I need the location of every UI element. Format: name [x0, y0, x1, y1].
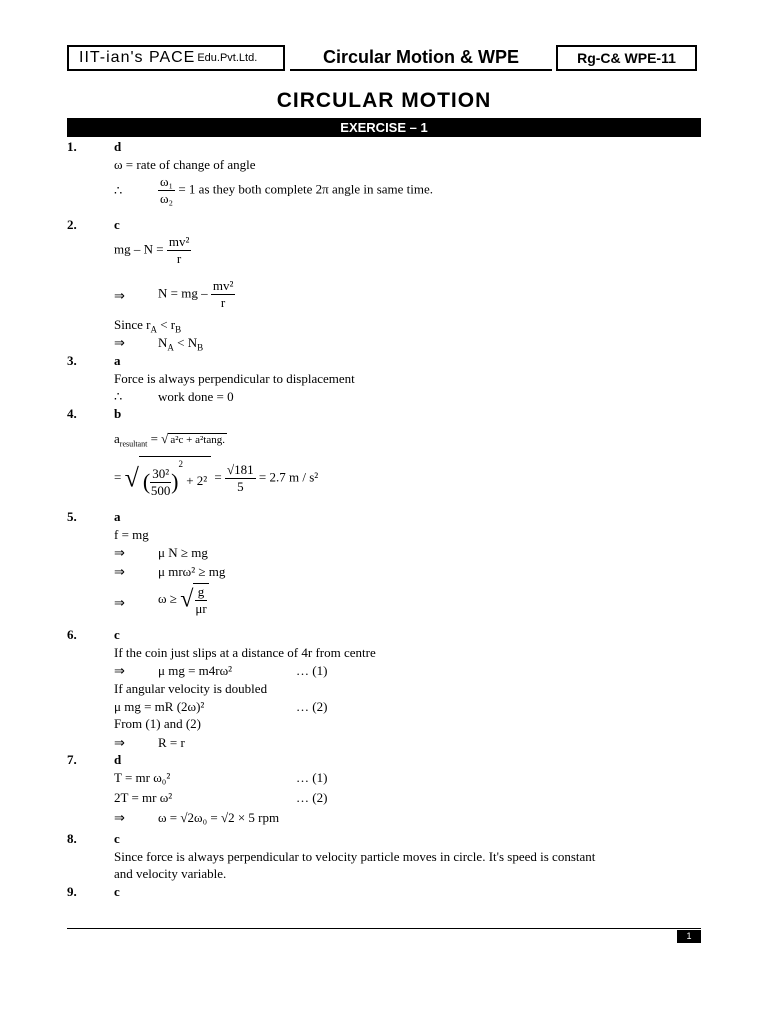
- q5-omega: ω ≥: [158, 590, 177, 606]
- q2-eq2-num: mv²: [212, 278, 234, 293]
- q3-line2: work done = 0: [158, 389, 234, 404]
- q5-line1: f = mg: [114, 527, 149, 542]
- q7-line1: T = mr ω₀²: [114, 770, 171, 785]
- q6-line1: If the coin just slips at a distance of 4r from centre: [114, 645, 376, 660]
- q4-a: a: [114, 431, 120, 446]
- sqrt-icon: √: [161, 431, 169, 446]
- q4-eq1: [114, 431, 227, 449]
- q5-line2: μ N ≥ mg: [158, 545, 208, 560]
- q5-answer: a: [114, 509, 121, 524]
- q7-line2: 2T = mr ω²: [114, 790, 173, 805]
- footer-rule: [67, 928, 701, 929]
- q5-number: 5.: [67, 509, 77, 524]
- q7-number: 7.: [67, 752, 77, 767]
- q7-answer: d: [114, 752, 122, 767]
- q2-number: 2.: [67, 217, 77, 232]
- q4-eq2: [114, 456, 318, 501]
- q6-line6: R = r: [158, 735, 185, 750]
- q4-frac2-bottom: 5: [237, 478, 244, 494]
- q6-number: 6.: [67, 627, 77, 642]
- q6-arrow2: ⇒: [114, 735, 125, 750]
- q2-answer: c: [114, 217, 120, 232]
- header-code: Rg-C& WPE-11: [556, 45, 697, 71]
- q6-eqnum2: … (2): [296, 699, 328, 714]
- q6-line2: μ mg = m4rω²: [158, 663, 233, 678]
- q5-arrow3: ⇒: [114, 595, 125, 610]
- sqrt-icon: √: [180, 586, 194, 613]
- q7-line3: ω = √2ω₀ = √2 × 5 rpm: [158, 810, 280, 825]
- right-paren-icon: ): [171, 469, 179, 495]
- q5-arrow2: ⇒: [114, 564, 125, 579]
- header-brand-small: Edu.Pvt.Ltd.: [197, 52, 258, 64]
- q8-answer: c: [114, 831, 120, 846]
- q8-number: 8.: [67, 831, 77, 846]
- q2-eq2: [158, 278, 235, 311]
- q1-therefore: ∴: [114, 183, 123, 198]
- q5-line3: μ mrω² ≥ mg: [158, 564, 226, 579]
- q3-therefore: ∴: [114, 389, 123, 404]
- q3-answer: a: [114, 353, 121, 368]
- q6-line3: If angular velocity is doubled: [114, 681, 268, 696]
- q2-eq2-lhs: N = mg –: [158, 285, 208, 301]
- q4-plus: + 2²: [186, 473, 208, 488]
- q7-eqnum2: … (2): [296, 790, 328, 805]
- q4-a-sub: resultant: [119, 439, 148, 449]
- q4-eq: =: [150, 431, 158, 446]
- q6-answer: c: [114, 627, 120, 642]
- q6-line5: From (1) and (2): [114, 716, 202, 731]
- q4-radicand: a²c + a²tang.: [170, 434, 225, 446]
- q1-line2: = 1 as they both complete 2π angle in same time.: [178, 181, 434, 197]
- page-title: CIRCULAR MOTION: [276, 89, 492, 112]
- q1-answer: d: [114, 139, 122, 154]
- q5-line4: [158, 583, 209, 617]
- q2-arrow2: ⇒: [114, 335, 125, 350]
- q4-radicand2: ( $\frac{\text{30²}}{500}$ )$^2$ + 2²: [139, 456, 211, 501]
- q4-frac2-top: √181: [227, 461, 254, 477]
- q2-eq1-den: r: [176, 251, 182, 266]
- q2-result: $N_A < N_B$: [158, 335, 204, 353]
- q2-eq1-lhs: mg – N =: [114, 241, 164, 257]
- q1-frac-bottom: ω₂: [160, 191, 174, 206]
- q2-eq1-num: mv²: [168, 234, 190, 249]
- q4-frac-bottom: 500: [150, 482, 171, 498]
- q3-line1: Force is always perpendicular to displacement: [114, 371, 355, 386]
- page-number: 1: [677, 930, 701, 943]
- header-subject: Circular Motion & WPE: [290, 45, 552, 71]
- q4-result: = 2.7 m / s²: [258, 469, 319, 485]
- q6-line4: μ mg = mR (2ω)²: [114, 699, 205, 714]
- q4-number: 4.: [67, 406, 77, 421]
- q4-frac-top: 30²: [152, 465, 170, 481]
- left-paren-icon: (: [142, 469, 151, 495]
- q7-arrow1: ⇒: [114, 810, 125, 825]
- q1-frac-top: ω₁: [160, 174, 174, 189]
- exercise-band: EXERCISE – 1: [67, 118, 701, 137]
- q2-since: Since $r_A < r_B$: [114, 317, 182, 335]
- q8-line2: and velocity variable.: [114, 866, 227, 881]
- q6-eqnum1: … (1): [296, 663, 328, 678]
- q2-eq2-den: r: [220, 295, 226, 310]
- q1-number: 1.: [67, 139, 77, 154]
- q5-frac-top: g: [195, 584, 206, 601]
- q8-line1: Since force is always perpendicular to velocity particle moves in circle. It's speed is constant: [114, 849, 596, 864]
- q5-arrow1: ⇒: [114, 545, 125, 560]
- header-brand: IIT-ian's PACE Edu.Pvt.Ltd.: [67, 45, 285, 71]
- q1-ratio: [158, 174, 433, 207]
- q9-number: 9.: [67, 884, 77, 899]
- q6-arrow1: ⇒: [114, 663, 125, 678]
- sqrt-icon: √: [124, 463, 139, 493]
- q1-line1: ω = rate of change of angle: [114, 157, 256, 172]
- q2-eq1: [114, 234, 191, 267]
- q9-answer: c: [114, 884, 120, 899]
- q4-eq3: =: [214, 469, 222, 485]
- q3-number: 3.: [67, 353, 77, 368]
- q5-frac-bottom: μr: [195, 601, 207, 616]
- q7-eqnum1: … (1): [296, 770, 328, 785]
- q4-eq2-start: =: [114, 469, 122, 485]
- q4-answer: b: [114, 406, 122, 421]
- q2-arrow1: ⇒: [114, 288, 125, 303]
